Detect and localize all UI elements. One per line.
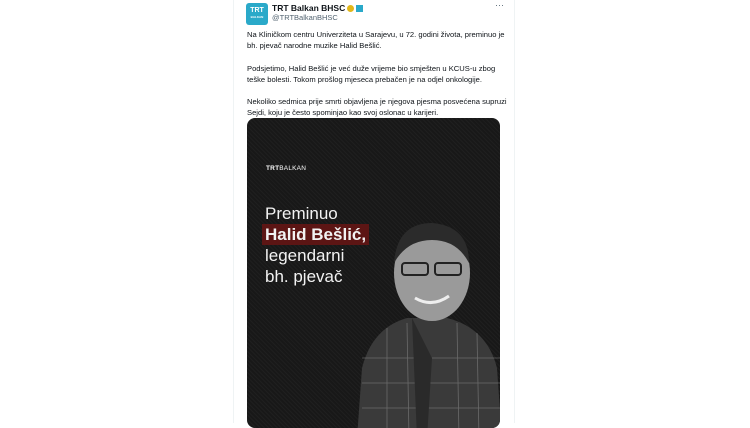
- image-headline: Preminuo Halid Bešlić, legendarni bh. pjevač: [265, 203, 369, 287]
- affiliation-badge-icon: [356, 5, 363, 12]
- portrait-photo: [347, 218, 500, 428]
- tweet-paragraph: Nekoliko sedmica prije smrti objavljena je njegova pjesma posvećena supruzi Sejdi, koju je često spominjao kao svoj oslonac u karijeri.: [247, 97, 507, 118]
- verified-badge-icon: [347, 5, 354, 12]
- trt-balkan-logo: TRTBALKAN: [266, 165, 307, 172]
- tweet-paragraph: Podsjetimo, Halid Bešlić je već duže vrijeme bio smješten u KCUS-u zbog teške bolesti. Tokom prošlog mjeseca prebačen je na odjel onkologije.: [247, 63, 496, 84]
- more-options-icon[interactable]: ···: [495, 0, 504, 10]
- tweet-paragraph: Na Kliničkom centru Univerziteta u Sarajevu, u 72. godini života, preminuo je bh. pjevač narodne muzike Halid Bešlić.: [247, 30, 505, 51]
- headline-highlight: Halid Bešlić,: [262, 224, 369, 245]
- account-handle[interactable]: @TRTBalkanBHSC: [272, 13, 338, 22]
- avatar[interactable]: TRT BALKAN: [246, 3, 268, 25]
- tweet-image[interactable]: [247, 118, 500, 428]
- tweet-text: [247, 29, 509, 130]
- account-name[interactable]: TRT Balkan BHSC: [272, 3, 363, 13]
